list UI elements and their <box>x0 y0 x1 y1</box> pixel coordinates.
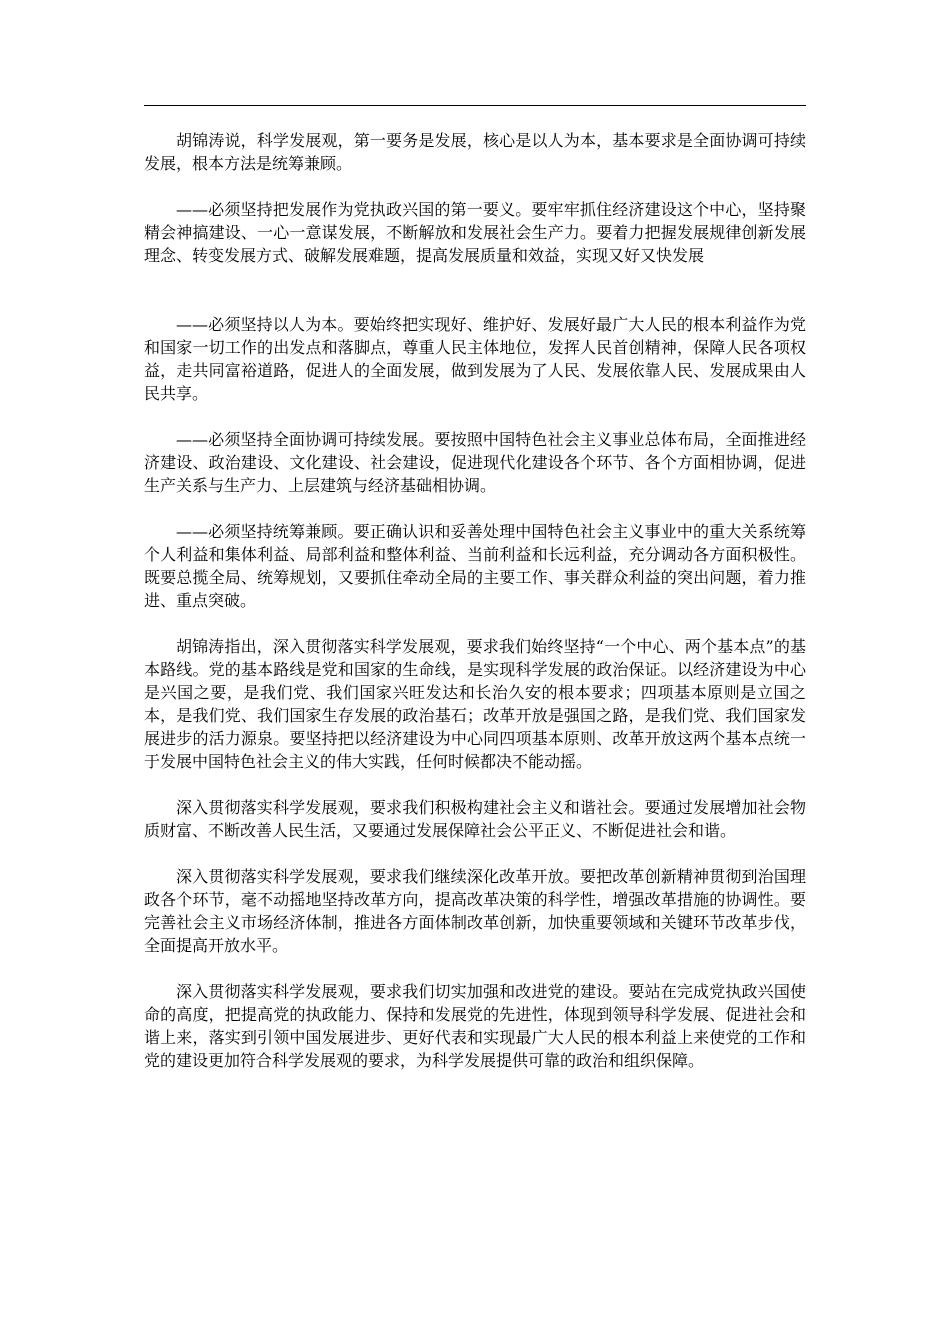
paragraph-party-building: 深入贯彻落实科学发展观，要求我们切实加强和改进党的建设。要站在完成党执政兴国使命的高度，把提高党的执政能力、保持和发展党的先进性，体现到领导科学发展、促进社会和谐上来，落实到引领中国发展进步、更好代表和实现最广大人民的根本利益上来使党的工作和党的建设更加符合科学发展观的要求，为科学发展提供可靠的政治和组织保障。 <box>144 982 806 1070</box>
paragraph-reform-opening: 深入贯彻落实科学发展观，要求我们继续深化改革开放。要把改革创新精神贯彻到治国理政各个环节，毫不动摇地坚持改革方向，提高改革决策的科学性，增强改革措施的协调性。要完善社会主义市场经济体制，推进各方面体制改革创新，加快重要领域和关键环节改革步伐，全面提高开放水平。 <box>144 867 806 955</box>
paragraph-first-priority: ——必须坚持把发展作为党执政兴国的第一要义。要牢牢抓住经济建设这个中心，坚持聚精会神搞建设、一心一意谋发展，不断解放和发展社会生产力。要着力把握发展规律创新发展理念、转变发展方式、破解发展难题，提高发展质量和效益，实现又好又快发展 <box>144 200 806 265</box>
paragraph-people-oriented: ——必须坚持以人为本。要始终把实现好、维护好、发展好最广大人民的根本利益作为党和国家一切工作的出发点和落脚点，尊重人民主体地位，发挥人民首创精神，保障人民各项权益，走共同富裕道路，促进人的全面发展，做到发展为了人民、发展依靠人民、发展成果由人民共享。 <box>144 315 806 403</box>
paragraph-sustainable-development: ——必须坚持全面协调可持续发展。要按照中国特色社会主义事业总体布局，全面推进经济建设、政治建设、文化建设、社会建设，促进现代化建设各个环节、各个方面相协调，促进生产关系与生产力、上层建筑与经济基础相协调。 <box>144 430 806 495</box>
paragraph-intro: 胡锦涛说，科学发展观，第一要务是发展，核心是以人为本，基本要求是全面协调可持续发展，根本方法是统筹兼顾。 <box>144 131 806 173</box>
document-body <box>144 129 806 1095</box>
paragraph-harmonious-society: 深入贯彻落实科学发展观，要求我们积极构建社会主义和谐社会。要通过发展增加社会物质财富、不断改善人民生活，又要通过发展保障社会公平正义、不断促进社会和谐。 <box>144 798 806 840</box>
paragraph-overall-planning: ——必须坚持统筹兼顾。要正确认识和妥善处理中国特色社会主义事业中的重大关系统筹个人利益和集体利益、局部利益和整体利益、当前利益和长远利益，充分调动各方面积极性。既要总揽全局、统筹规划，又要抓住牵动全局的主要工作、事关群众利益的突出问题，着力推进、重点突破。 <box>144 522 806 610</box>
paragraph-basic-line: 胡锦涛指出，深入贯彻落实科学发展观，要求我们始终坚持“一个中心、两个基本点”的基本路线。党的基本路线是党和国家的生命线，是实现科学发展的政治保证。以经济建设为中心是兴国之要，是我们党、我们国家兴旺发达和长治久安的根本要求；四项基本原则是立国之本，是我们党、我们国家生存发展的政治基石；改革开放是强国之路，是我们党、我们国家发展进步的活力源泉。要坚持把以经济建设为中心同四项基本原则、改革开放这两个基本点统一于发展中国特色社会主义的伟大实践，任何时候都决不能动摇。 <box>144 637 806 771</box>
header-rule <box>144 105 806 106</box>
